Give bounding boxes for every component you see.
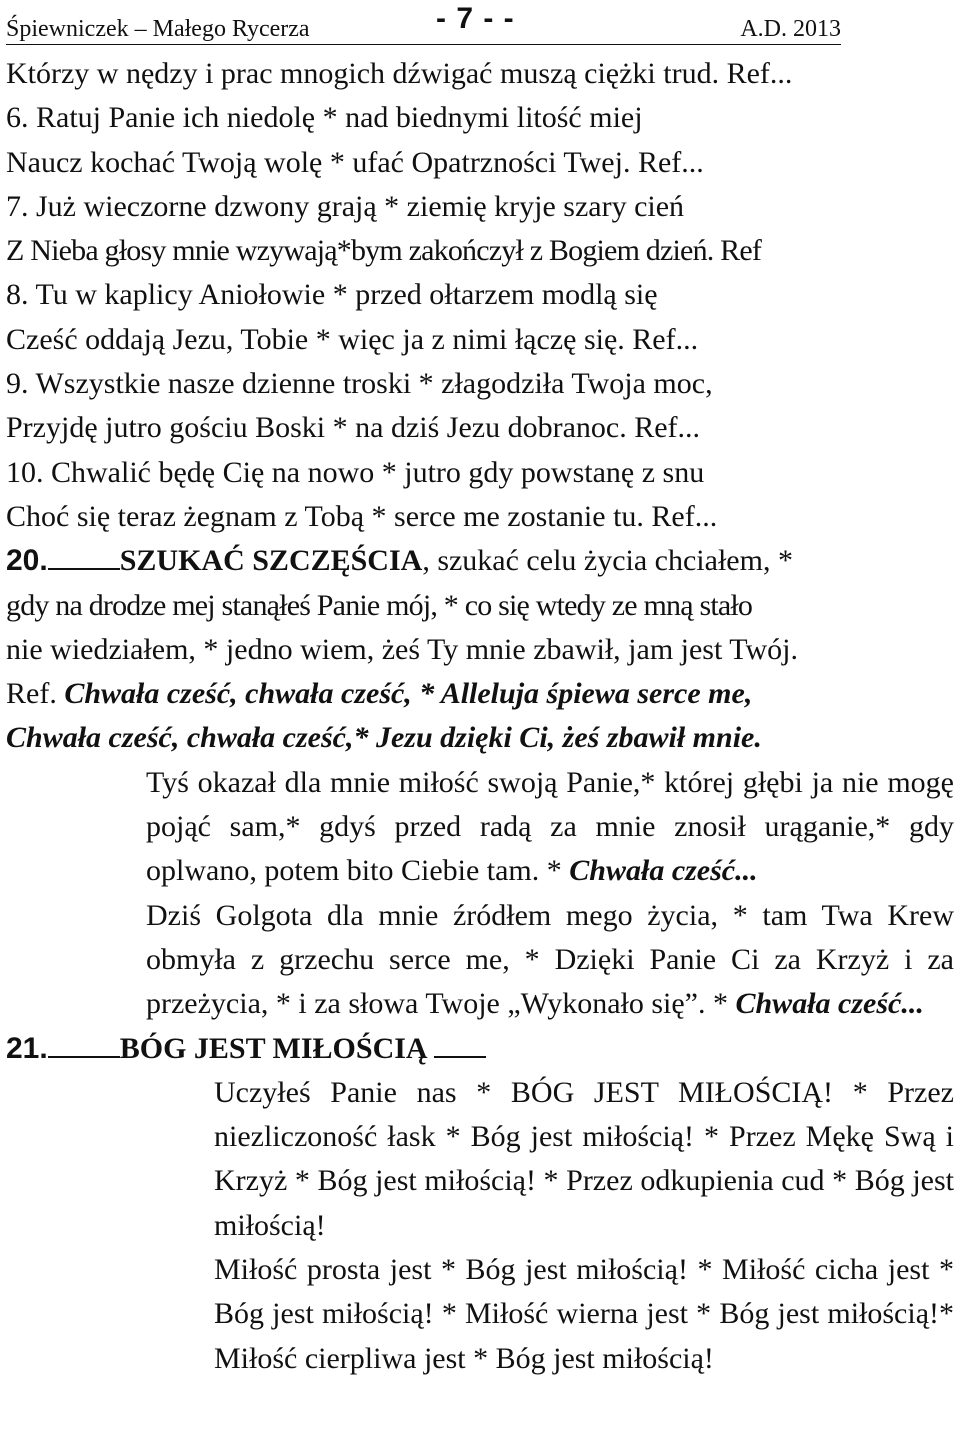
text-line: 7. Już wieczorne dzwony grają * ziemię kryje szary cień: [6, 189, 685, 223]
header-year: A.D. 2013: [740, 16, 841, 42]
refrain-label: Ref.: [6, 677, 57, 711]
refrain-cue: Chwała cześć...: [735, 987, 924, 1021]
song-20-heading: [6, 539, 954, 583]
refrain-line: [6, 672, 954, 716]
song-line: , szukać celu życia chciałem, *: [422, 544, 793, 578]
header-title: Śpiewniczek – Małego Rycerza: [6, 16, 310, 42]
song-title: SZUKAĆ SZCZĘŚCIA: [119, 544, 423, 578]
refrain-text: Chwała cześć, chwała cześć, * Alleluja śpiewa serce me,: [64, 677, 753, 711]
text-line: 9. Wszystkie nasze dzienne troski * złagodziła Twoja moc,: [6, 367, 713, 401]
page-body: [6, 52, 954, 1381]
text-line: Cześć oddają Jezu, Tobie * więc ja z nimi łączę się. Ref...: [6, 322, 699, 356]
song-verse: Miłość prosta jest * Bóg jest miłością! * Miłość cicha jest * Bóg jest miłością! * Miłość wierna jest * Bóg jest miłością!* Miłość cierpliwa jest * Bóg jest miłością!: [214, 1253, 954, 1375]
song-number: 20.: [6, 544, 48, 578]
title-underline: [48, 564, 120, 570]
title-underline: [48, 1052, 120, 1058]
song-number: 21.: [6, 1031, 48, 1065]
song-title: BÓG JEST MIŁOŚCIĄ: [119, 1031, 428, 1065]
text-line: Z Nieba głosy mnie wzywają*bym zakończył z Bogiem dzień. Ref: [6, 234, 762, 268]
song-verse: [6, 761, 954, 894]
page-number: - 7 - -: [436, 2, 515, 35]
page-header: [6, 2, 841, 45]
text-line: Choć się teraz żegnam z Tobą * serce me zostanie tu. Ref...: [6, 499, 718, 533]
song-line: gdy na drodze mej stanąłeś Panie mój, * co się wtedy ze mną stało: [6, 588, 753, 622]
text-line: 10. Chwalić będę Cię na nowo * jutro gdy powstanę z snu: [6, 455, 705, 489]
text-line: 8. Tu w kaplicy Aniołowie * przed ołtarzem modlą się: [6, 278, 658, 312]
text-line: Przyjdę jutro gościu Boski * na dziś Jezu dobranoc. Ref...: [6, 411, 701, 445]
refrain-text: Chwała cześć, chwała cześć,* Jezu dzięki Ci, żeś zbawił mnie.: [6, 721, 762, 755]
song-21-heading: [6, 1027, 954, 1071]
verse-text: Dziś Golgota dla mnie źródłem mego życia, * tam Twa Krew obmyła z grzechu serce me, * Dzięki Panie Ci za Krzyż i za przeżycia, * i za słowa Twoje „Wykonało się”. *: [146, 898, 954, 1021]
verse-text: Tyś okazał dla mnie miłość swoją Panie,* której głębi ja nie mogę pojąć sam,* gdyś przed radą za mnie znosił urąganie,* gdy oplwano, potem bito Ciebie tam. *: [146, 765, 954, 888]
text-line: 6. Ratuj Panie ich niedolę * nad biednymi litość miej: [6, 101, 643, 135]
song-verse: Uczyłeś Panie nas * BÓG JEST MIŁOŚCIĄ! * Przez niezliczoność łask * Bóg jest miłością! * Przez Mękę Swą i Krzyż * Bóg jest miłością! * Przez odkupienia cud * Bóg jest miłością!: [214, 1075, 954, 1242]
song-line: nie wiedziałem, * jedno wiem, żeś Ty mnie zbawił, jam jest Twój.: [6, 632, 798, 666]
text-line: Którzy w nędzy i prac mnogich dźwigać muszą ciężki trud. Ref...: [6, 57, 793, 90]
song-verse: [6, 894, 954, 1027]
refrain-cue: Chwała cześć...: [569, 854, 758, 888]
text-line: Naucz kochać Twoją wolę * ufać Opatrzności Twej. Ref...: [6, 145, 704, 179]
title-underline: [434, 1052, 486, 1058]
